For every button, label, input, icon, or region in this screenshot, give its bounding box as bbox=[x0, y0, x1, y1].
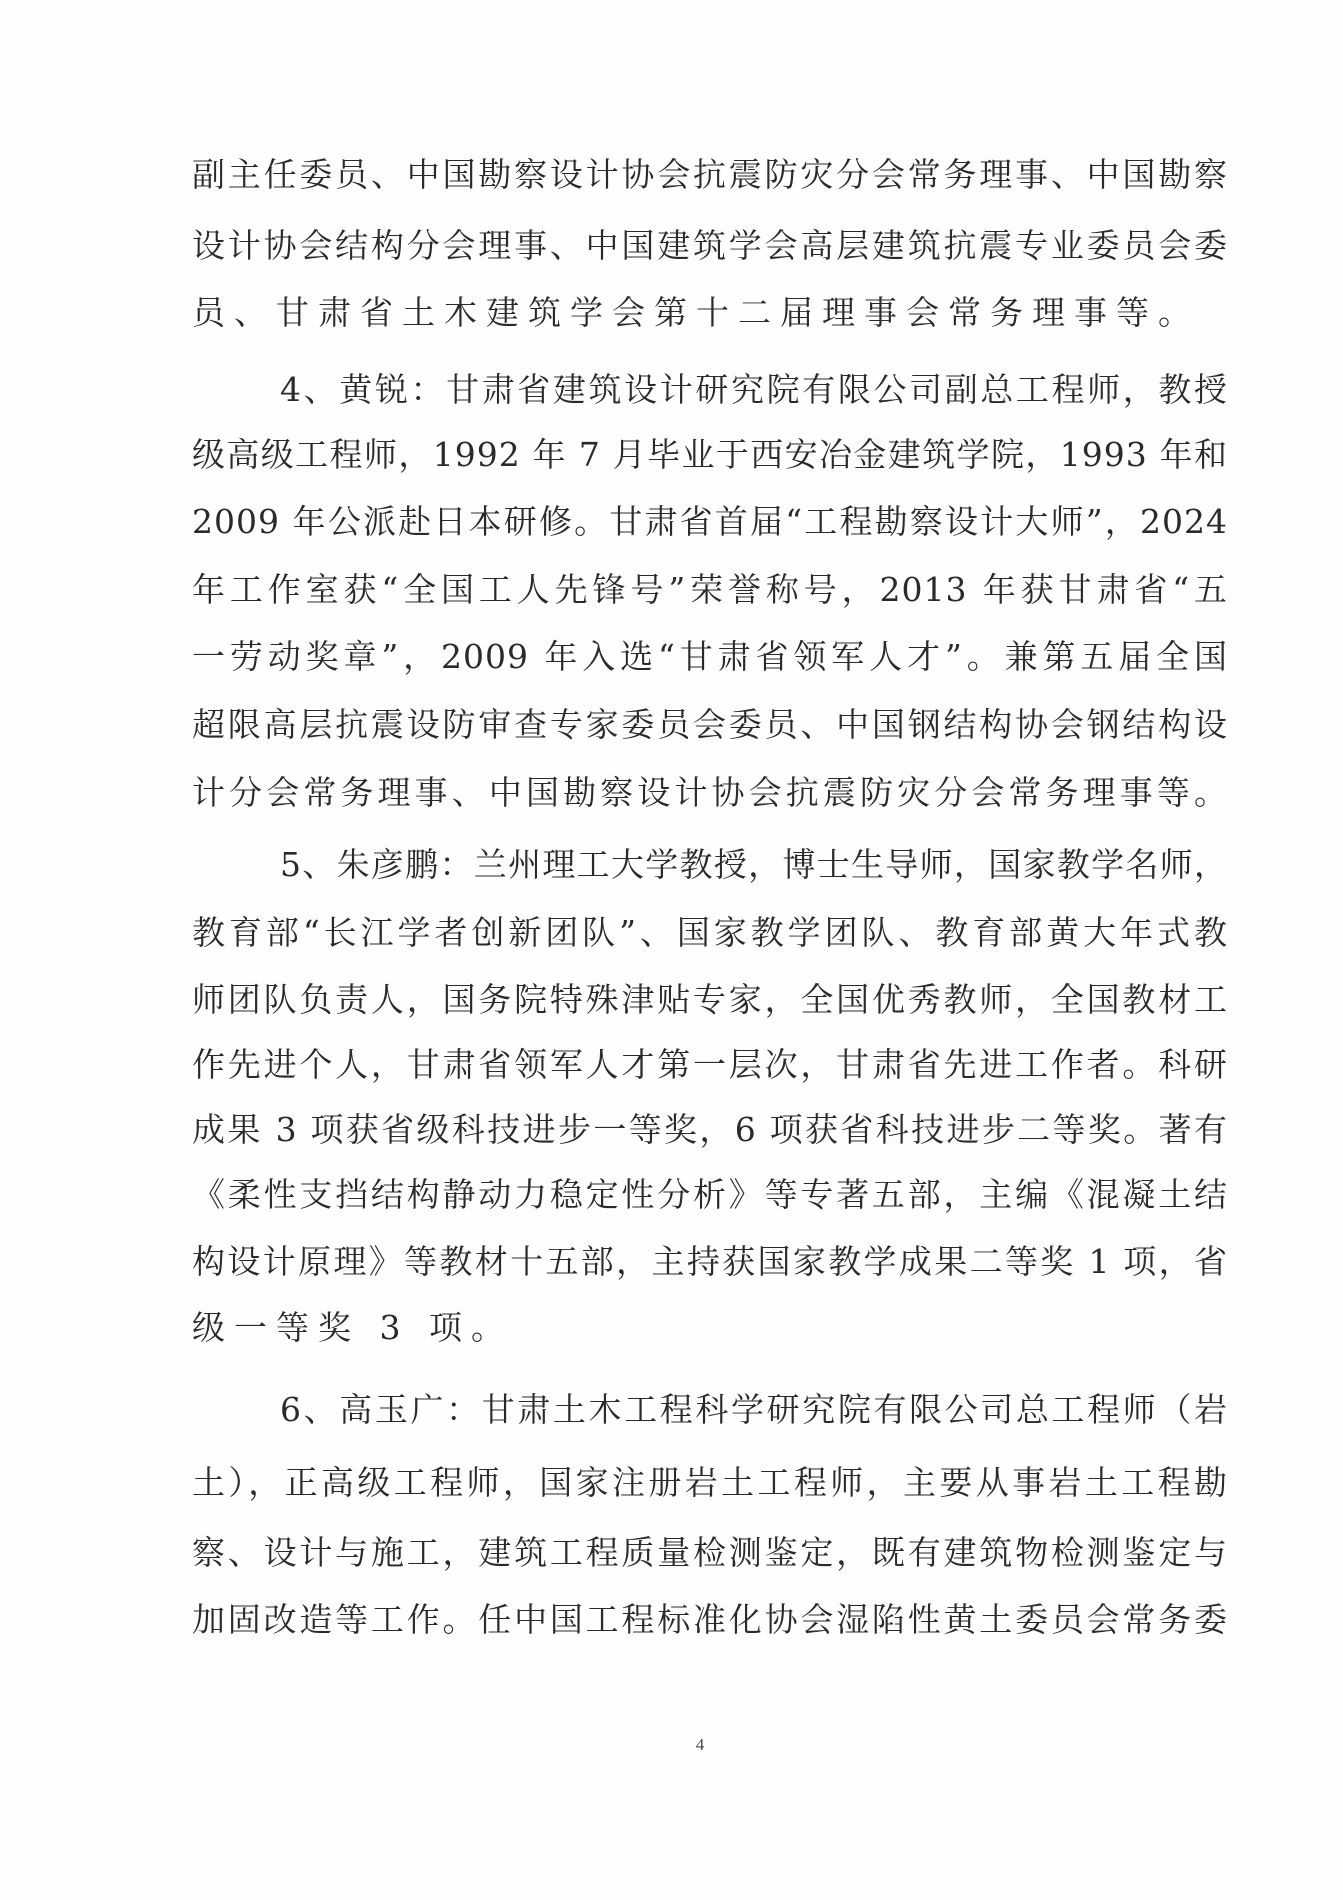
text-line: 作先进个人，甘肃省领军人才第一层次，甘肃省先进工作者。科研 bbox=[192, 1045, 1228, 1084]
text-line: 一劳动奖章”，2009 年入选“甘肃省领军人才”。兼第五届全国 bbox=[192, 637, 1228, 676]
text-line: 副主任委员、中国勘察设计协会抗震防灾分会常务理事、中国勘察 bbox=[192, 155, 1228, 194]
text-line: 师团队负责人，国务院特殊津贴专家，全国优秀教师，全国教材工 bbox=[192, 980, 1228, 1019]
text-line: 级高级工程师，1992 年 7 月毕业于西安冶金建筑学院，1993 年和 bbox=[192, 435, 1228, 474]
text-line: 2009 年公派赴日本研修。甘肃省首届“工程勘察设计大师”，2024 bbox=[192, 502, 1228, 541]
page-number: 4 bbox=[695, 1735, 705, 1754]
text-line: 设计协会结构分会理事、中国建筑学会高层建筑抗震专业委员会委 bbox=[192, 226, 1228, 265]
item-5-heading-line: 5、朱彦鹏：兰州理工大学教授，博士生导师，国家教学名师， bbox=[280, 845, 1228, 884]
text-line: 构设计原理》等教材十五部，主持获国家教学成果二等奖 1 项，省 bbox=[192, 1242, 1228, 1281]
text-line: 《柔性支挡结构静动力稳定性分析》等专著五部，主编《混凝土结 bbox=[192, 1175, 1228, 1214]
text-line: 计分会常务理事、中国勘察设计协会抗震防灾分会常务理事等。 bbox=[192, 773, 1228, 812]
text-line: 成果 3 项获省级科技进步一等奖，6 项获省科技进步二等奖。著有 bbox=[192, 1110, 1228, 1149]
text-line: 察、设计与施工，建筑工程质量检测鉴定，既有建筑物检测鉴定与 bbox=[192, 1533, 1228, 1572]
item-6-heading-line: 6、高玉广：甘肃土木工程科学研究院有限公司总工程师（岩 bbox=[280, 1390, 1228, 1429]
text-line: 员、甘肃省土木建筑学会第十二届理事会常务理事等。 bbox=[192, 293, 1200, 332]
text-line: 教育部“长江学者创新团队”、国家教学团队、教育部黄大年式教 bbox=[192, 913, 1228, 952]
text-line: 土），正高级工程师，国家注册岩土工程师，主要从事岩土工程勘 bbox=[192, 1463, 1228, 1502]
text-line: 级一等奖 3 项。 bbox=[192, 1308, 513, 1347]
item-4-heading-line: 4、黄锐：甘肃省建筑设计研究院有限公司副总工程师，教授 bbox=[280, 370, 1228, 409]
text-line: 加固改造等工作。任中国工程标准化协会湿陷性黄土委员会常务委 bbox=[192, 1600, 1228, 1639]
text-line: 年工作室获“全国工人先锋号”荣誉称号，2013 年获甘肃省“五 bbox=[192, 570, 1228, 609]
text-line: 超限高层抗震设防审查专家委员会委员、中国钢结构协会钢结构设 bbox=[192, 705, 1228, 744]
